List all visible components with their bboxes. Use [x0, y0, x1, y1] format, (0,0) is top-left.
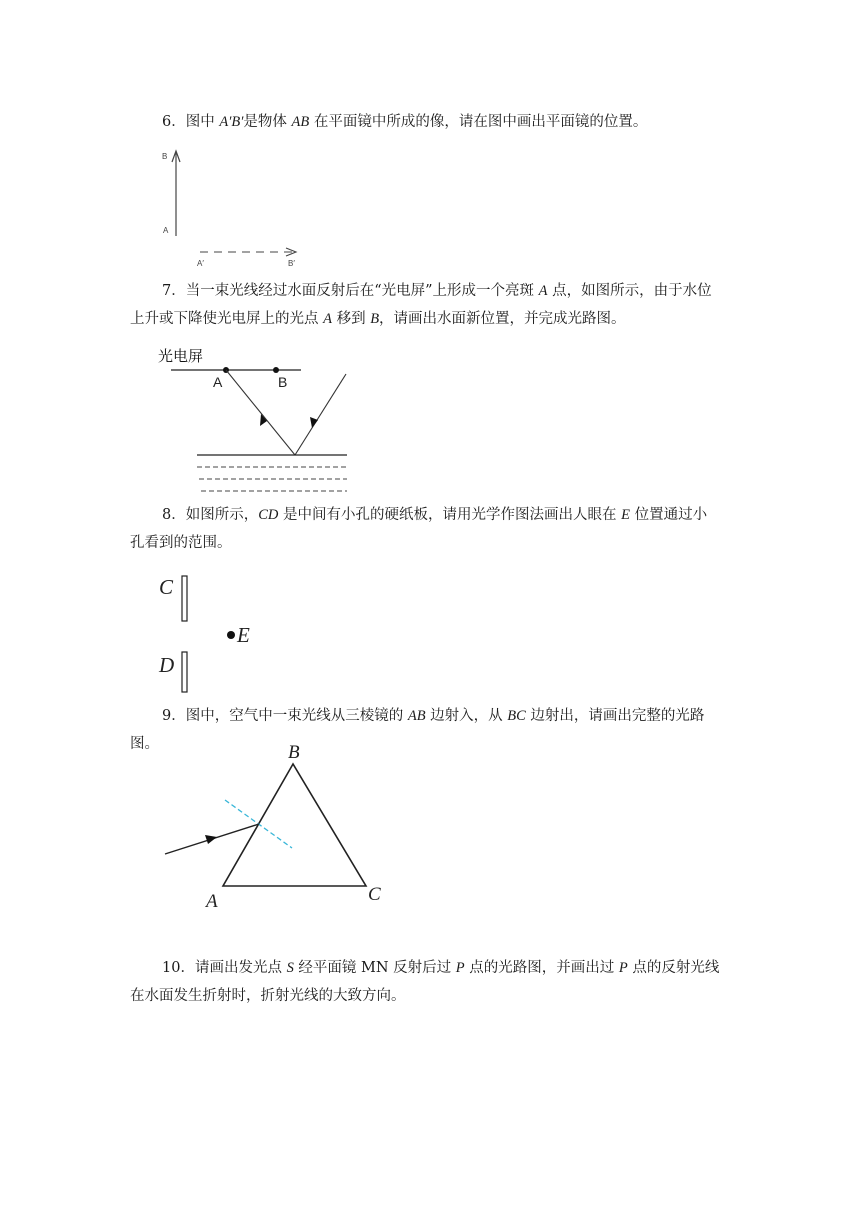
- label-b: B: [288, 742, 300, 763]
- question-text: 是物体: [243, 114, 292, 130]
- label-e: E: [237, 623, 250, 647]
- question-line: [130, 982, 730, 1010]
- figure-6-mirror-image: [150, 140, 320, 270]
- question-6: [130, 108, 730, 136]
- question-text: 图中: [185, 114, 220, 130]
- figure-7-light-screen: [155, 342, 360, 500]
- label-c: C: [368, 884, 381, 905]
- question-text: 是中间有小孔的硬纸板，请用光学作图法画出人眼在: [278, 507, 622, 523]
- prism-triangle: [223, 764, 366, 886]
- question-text: 经平面镜 MN 反射后过: [293, 960, 456, 976]
- question-10: [130, 954, 730, 1010]
- variable-name: A: [323, 311, 332, 327]
- incident-ray: [295, 374, 346, 455]
- figure-9-prism: [158, 738, 393, 910]
- question-line: [130, 954, 730, 982]
- label-b-prime: B′: [288, 259, 295, 268]
- variable-name: AB: [291, 114, 310, 130]
- variable-name: B: [370, 311, 380, 327]
- variable-name: P: [455, 960, 465, 976]
- question-text: 点的光路图，并画出过: [464, 960, 619, 976]
- label-d: D: [159, 653, 175, 677]
- question-text: 位置通过小: [629, 507, 708, 523]
- figure-8-cardboard-hole: [155, 570, 265, 700]
- question-7: [130, 277, 730, 333]
- screen-label: 光电屏: [158, 348, 204, 365]
- question-text: 移到: [331, 311, 371, 327]
- question-text: ，请画出水面新位置，并完成光路图。: [379, 311, 626, 327]
- question-text: 如图所示，: [185, 507, 259, 523]
- board-d-lower: [182, 652, 187, 692]
- question-line: [130, 108, 730, 136]
- question-number: 8．: [162, 507, 186, 523]
- variable-name: E: [621, 507, 630, 523]
- question-text: 点的反射光线: [627, 960, 720, 976]
- label-b: B: [162, 152, 168, 161]
- question-number: 9．: [162, 708, 186, 724]
- label-a: A: [213, 374, 223, 390]
- question-line: [130, 501, 730, 529]
- question-text: 在平面镜中所成的像，请在图中画出平面镜的位置。: [309, 114, 648, 130]
- variable-name: AB: [407, 708, 426, 724]
- question-text: 边射入，从: [425, 708, 508, 724]
- variable-name: A: [538, 283, 548, 299]
- question-text: 图中，空气中一束光线从三棱镜的: [185, 708, 408, 724]
- variable-name: P: [618, 960, 628, 976]
- question-text: 点，如图所示，由于水位: [547, 283, 712, 299]
- board-c-upper: [182, 576, 187, 621]
- incident-ray-arrowhead: [205, 835, 217, 844]
- incident-ray-arrowhead: [310, 417, 318, 428]
- question-line: [130, 529, 730, 557]
- variable-name: S: [286, 960, 294, 976]
- label-a: A: [206, 891, 218, 912]
- eye-point-e: [227, 631, 235, 639]
- question-text: 边射出，请画出完整的光路图。: [130, 708, 705, 752]
- question-number: 7．: [162, 283, 186, 299]
- question-line: [130, 277, 730, 305]
- question-line: [130, 305, 730, 333]
- variable-name: A′B′: [219, 114, 244, 130]
- question-number: 10．: [162, 960, 195, 976]
- variable-name: CD: [258, 507, 279, 523]
- label-a: A: [163, 226, 169, 235]
- question-text: 请画出发光点: [194, 960, 287, 976]
- label-b: B: [278, 374, 288, 390]
- question-number: 6．: [162, 114, 186, 130]
- question-text: 上升或下降使光电屏上的光点: [130, 311, 324, 327]
- point-b: [273, 367, 279, 373]
- question-text: 在水面发生折射时，折射光线的大致方向。: [130, 988, 406, 1004]
- question-text: 孔看到的范围。: [130, 535, 232, 551]
- label-c: C: [159, 575, 174, 599]
- question-text: 当一束光线经过水面反射后在“光电屏”上形成一个亮斑: [185, 283, 539, 299]
- variable-name: BC: [507, 708, 526, 724]
- label-a-prime: A′: [197, 259, 204, 268]
- question-8: [130, 501, 730, 557]
